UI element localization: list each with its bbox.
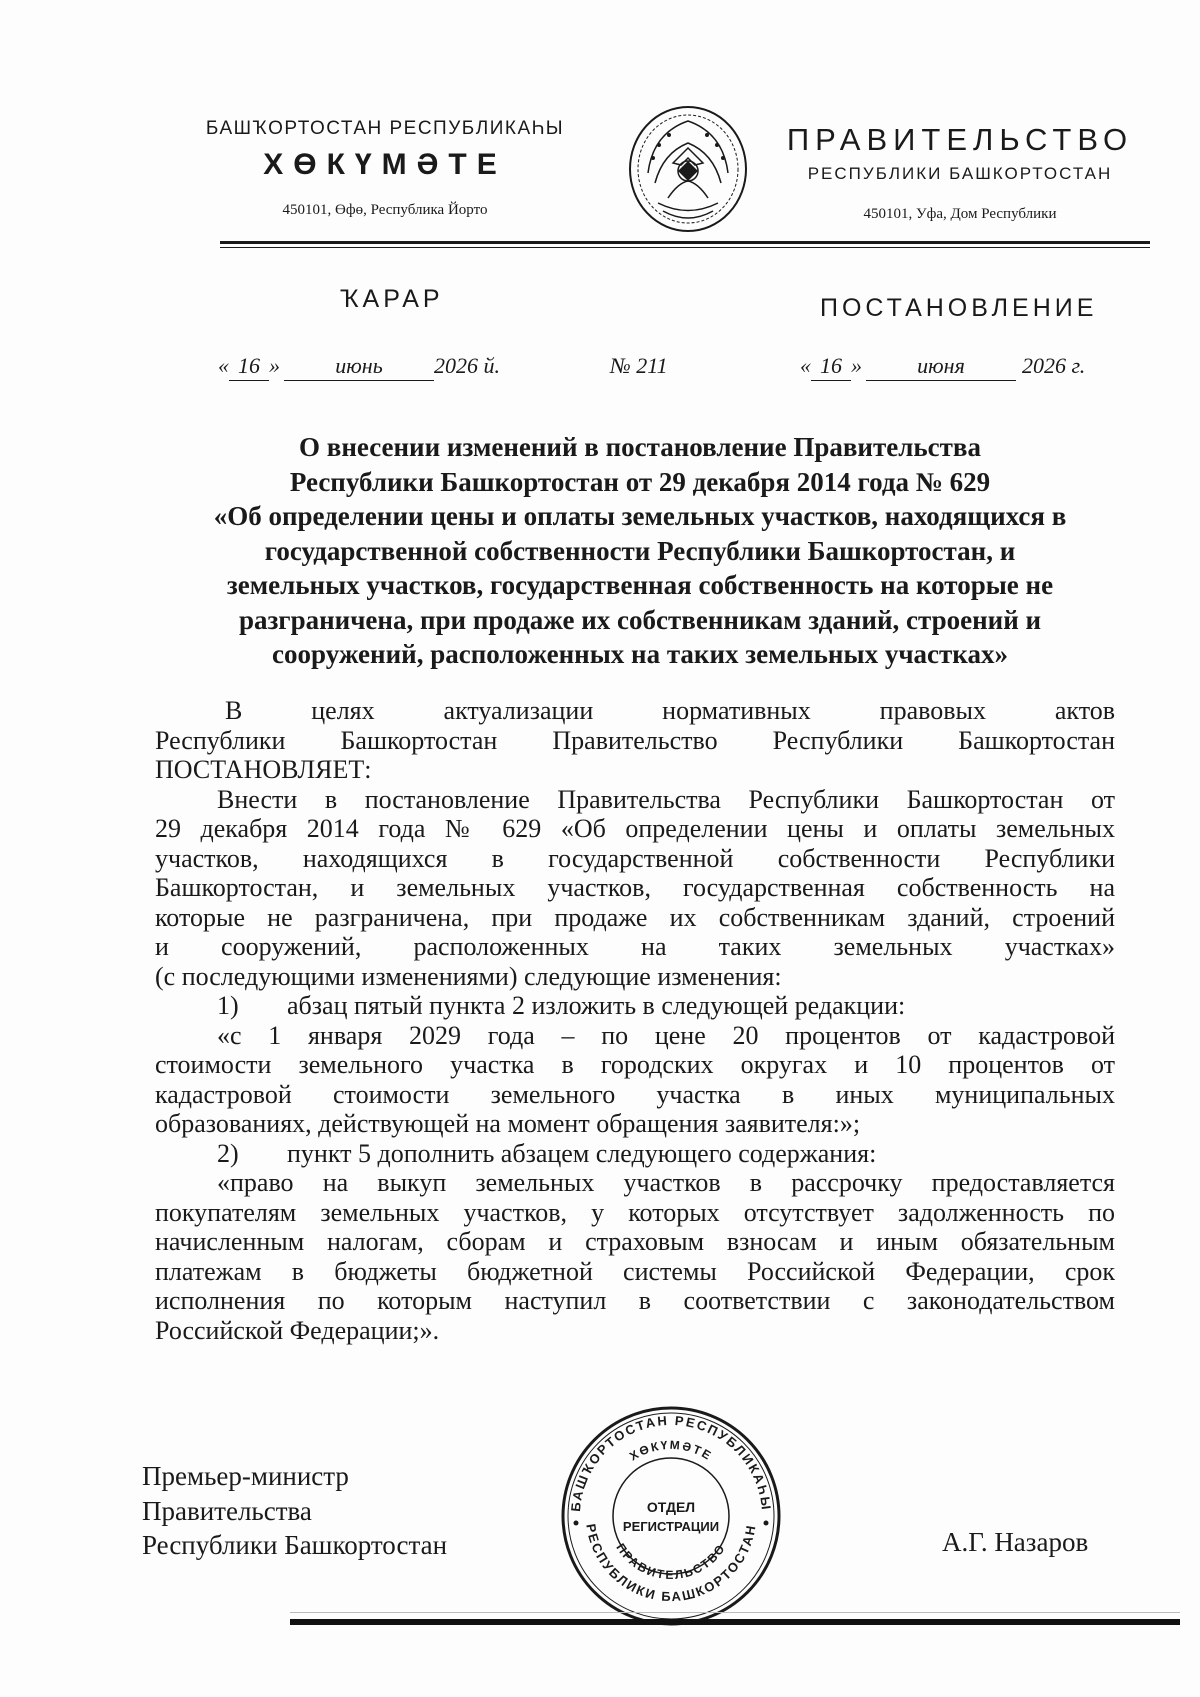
date-left-day: 16 — [229, 353, 269, 381]
header-divider-thick — [220, 241, 1150, 244]
stamp-center-line2: РЕГИСТРАЦИИ — [622, 1519, 720, 1534]
list-item-1 — [155, 991, 1115, 1021]
stamp-inner-top-text: ХӨКҮМӘТЕ — [627, 1437, 715, 1464]
body-line: «с 1 января 2029 года – по цене 20 процентов от кадастровой — [217, 1020, 1115, 1050]
list-item-number: 1) — [217, 991, 239, 1020]
body-line: и сооружений, расположенных на таких земельных участках» — [155, 932, 1115, 961]
header-left-line1: БАШҠОРТОСТАН РЕСПУБЛИКАҺЫ — [205, 118, 565, 139]
body-line: В целях актуализации нормативных правовых актов — [225, 696, 1115, 725]
stamp-center-line1: ОТДЕЛ — [646, 1499, 696, 1515]
body-line: кадастровой стоимости земельного участка в иных муниципальных — [155, 1079, 1115, 1109]
body-line: Внести в постановление Правительства Республики Башкортостан от — [217, 784, 1115, 814]
signatory-name: А.Г. Назаров — [942, 1527, 1089, 1557]
document-number: № 211 — [610, 353, 668, 378]
stamp-inner-bottom-text: ПРАВИТЕЛЬСТВО — [613, 1540, 729, 1583]
footer-rule-thick — [290, 1619, 1180, 1625]
body-line: ПОСТАНОВЛЯЕТ: — [155, 755, 372, 784]
header-right-address: 450101, Уфа, Дом Республики — [863, 206, 1057, 222]
title-line: Республики Башкортостан от 29 декабря 2014 года № 629 — [289, 466, 991, 497]
date-left-month: июнь — [284, 353, 434, 381]
footer-rule-thin — [290, 1612, 1180, 1613]
date-right-day: 16 — [811, 353, 851, 381]
title-line: земельных участков, государственная собственность на которые не — [226, 570, 1054, 600]
signatory-position-line: Премьер-министр — [142, 1461, 349, 1491]
stamp-outer-top-text: БАШҠОРТОСТАН РЕСПУБЛИКАҺЫ — [567, 1412, 775, 1513]
date-right: « 16 » июня 2026 г. — [800, 353, 1085, 381]
body-line: платежам в бюджеты бюджетной системы Российской Федерации, срок — [155, 1256, 1115, 1286]
body-line: исполнения по которым наступил в соответствии с законодательством — [155, 1286, 1115, 1315]
title-line: сооружений, расположенных на таких земельных участках» — [272, 639, 1008, 669]
header-divider-thin — [220, 247, 1150, 248]
list-item-text: абзац пятый пункта 2 изложить в следующей редакции: — [287, 991, 906, 1020]
header-left-address: 450101, Өфө, Республика Йорто — [282, 202, 488, 218]
title-line: государственной собственности Республики Башкортостан, и — [264, 535, 1016, 566]
doc-type-bashkir: ҠАРАР — [340, 285, 444, 313]
header-right-block — [770, 122, 1150, 223]
body-line: покупателям земельных участков, у которых отсутствует задолженность по — [155, 1197, 1115, 1227]
signatory-position-line: Правительства — [142, 1495, 312, 1526]
signatory-position-line: Республики Башкортостан — [142, 1530, 448, 1560]
document-body — [155, 696, 1115, 1345]
list-item-2 — [155, 1139, 1115, 1169]
body-line: Российской Федерации;». — [155, 1315, 440, 1345]
header-left-block — [185, 118, 585, 219]
body-line: участков, находящихся в государственной собственности Республики — [155, 843, 1115, 873]
body-line: образованиях, действующей на момент обращения заявителя:»; — [155, 1109, 861, 1138]
date-right-year: 2026 г. — [1022, 353, 1086, 378]
svg-text:ХӨКҮМӘТЕ — [627, 1438, 715, 1464]
body-line: 29 декабря 2014 года № 629 «Об определении цены и оплаты земельных — [155, 814, 1115, 843]
header-left-line2: ХӨКҮМӘТЕ — [263, 148, 507, 181]
doc-type-russian: ПОСТАНОВЛЕНИЕ — [820, 294, 1098, 322]
registration-stamp — [560, 1405, 782, 1627]
body-line: «право на выкуп земельных участков в рассрочку предоставляется — [217, 1168, 1115, 1197]
signatory-position — [142, 1459, 447, 1563]
stamp-outer-bottom-text: РЕСПУБЛИКИ БАШКОРТОСТАН — [583, 1522, 759, 1605]
title-line: О внесении изменений в постановление Правительства — [299, 432, 981, 462]
date-right-month: июня — [866, 353, 1016, 381]
date-left: « 16 » июнь 2026 й. — [218, 353, 500, 381]
list-item-text: пункт 5 дополнить абзацем следующего содержания: — [287, 1138, 877, 1168]
title-line: разграничена, при продаже их собственникам зданий, строений и — [238, 604, 1042, 635]
list-item-number: 2) — [217, 1138, 239, 1168]
svg-text:ПРАВИТЕЛЬСТВО — [613, 1541, 728, 1582]
body-line: стоимости земельного участка в городских округах и 10 процентов от — [155, 1050, 1115, 1079]
body-line: которые не разграничена, при продаже их собственникам зданий, строений — [155, 902, 1115, 932]
body-line: начисленным налогам, сборам и страховым взносам и иным обязательным — [155, 1227, 1115, 1256]
header-right-line1: ПРАВИТЕЛЬСТВО — [786, 122, 1134, 157]
body-line: Республики Башкортостан Правительство Республики Башкортостан — [155, 725, 1115, 755]
svg-text:РЕСПУБЛИКИ БАШКОРТОСТАН — [583, 1523, 758, 1605]
document-title — [160, 430, 1120, 672]
body-line: (с последующими изменениями) следующие изменения: — [155, 961, 782, 991]
body-line: Башкортостан, и земельных участков, государственная собственность на — [155, 873, 1115, 902]
header-right-line2: РЕСПУБЛИКИ БАШКОРТОСТАН — [807, 164, 1113, 183]
date-left-year: 2026 й. — [434, 353, 500, 378]
coat-of-arms-emblem-icon — [623, 103, 753, 235]
svg-text:БАШҠОРТОСТАН РЕСПУБЛИКАҺЫ — [568, 1413, 774, 1512]
title-line: «Об определении цены и оплаты земельных участков, находящихся в — [213, 501, 1067, 531]
